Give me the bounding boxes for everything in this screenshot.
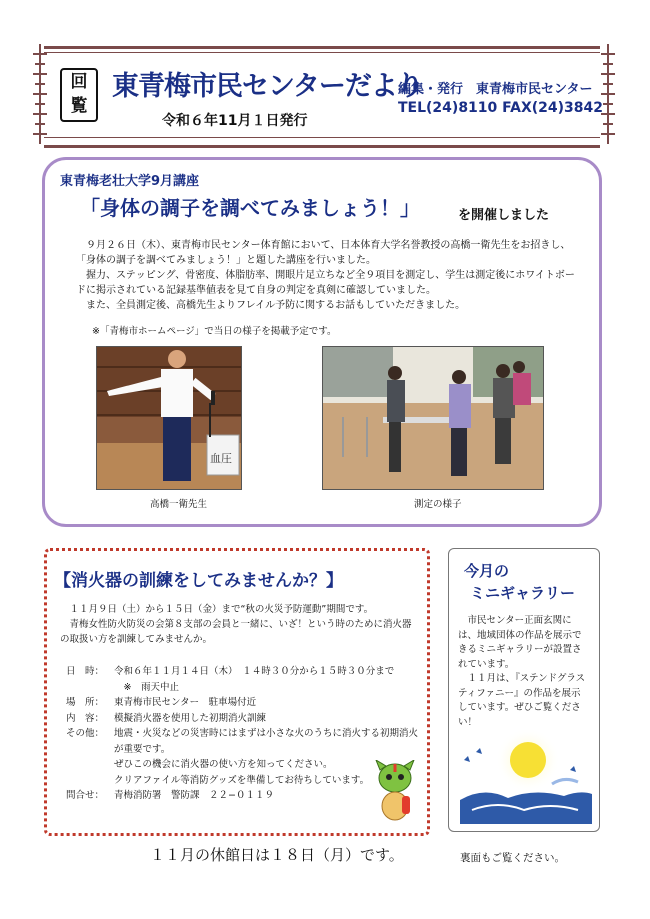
detail-value: 令和６年１１月１４日（木） １４時３０分から１５時３０分まで <box>114 666 395 677</box>
fire-drill-paragraph: 青梅女性防火防災の会第８支部の会員と一緒に、いざ！という時のために消火器の取扱い方を訓練してみませんか。 <box>60 619 412 645</box>
lecture-kicker: 東青梅老壮大学9月講座 <box>60 174 200 189</box>
lecture-paragraph: 握力、ステッピング、骨密度、体脂肪率、開眼片足立ちなど全９項目を測定し、学生は測定後にホワイトボードに掲示されている記録基準値表を見て自身の判定を真剣に確認していました。 <box>76 270 575 296</box>
lecturer-photo-caption: 高橋一衛先生 <box>150 499 208 510</box>
gallery-paragraph: １１月は、『ステンドグラスティファニー』の作品を展示しています。ぜひご覧ください！ <box>458 673 586 728</box>
back-page-note: 裏面もご覧ください。 <box>460 852 565 864</box>
circulation-mark <box>60 68 98 122</box>
closed-day-notice: １１月の休館日は１８日（月）です。 <box>150 846 404 864</box>
lecture-headline-suffix: を開催しました <box>458 208 550 223</box>
circulation-mark-bottom: 覧 <box>70 96 88 116</box>
measurement-photo-caption: 測定の様子 <box>414 499 462 510</box>
measurement-photo <box>322 346 544 490</box>
detail-value: クリアファイル等消防グッズを準備してお待ちしています。 <box>114 774 370 786</box>
detail-row-content <box>66 711 418 727</box>
fire-mascot-icon <box>372 760 418 824</box>
detail-value: 東青梅市民センター 駐車場付近 <box>114 697 257 708</box>
issue-date: 令和６年11月１日発行 <box>162 113 308 129</box>
detail-row-datetime <box>66 664 418 680</box>
detail-label: その他： <box>66 728 105 739</box>
detail-value: 模擬消火器を使用した初期消火訓練 <box>114 712 267 724</box>
detail-row-other-3 <box>66 773 418 789</box>
fire-drill-body <box>60 602 420 647</box>
right-ornament-icon <box>598 42 618 146</box>
left-ornament-icon <box>30 42 50 146</box>
detail-row-other <box>66 726 418 757</box>
detail-value: ぜひこの機会に消火器の使い方を知ってください。 <box>114 759 333 770</box>
circulation-mark-top: 回 <box>70 72 88 92</box>
detail-label <box>66 757 114 773</box>
detail-value: 地震・火災などの災害時にはまずは小さな火のうちに消火する初期消火が重要です。 <box>114 728 419 755</box>
lecture-body <box>76 238 576 313</box>
detail-label: 場 所： <box>66 697 105 708</box>
detail-label: 日 時： <box>66 666 105 677</box>
detail-label: 内 容： <box>66 712 105 724</box>
newsletter-title: 東青梅市民センターだより <box>112 71 423 102</box>
detail-value: ※ 雨天中止 <box>114 681 179 693</box>
lecture-note: ※「青梅市ホームページ」で当日の様子を掲載予定です。 <box>92 326 337 337</box>
detail-label <box>66 680 114 696</box>
contact-numbers: TEL(24)8110 FAX(24)3842 <box>398 100 603 116</box>
fire-drill-paragraph: １１月９日（土）から１５日（金）まで“秋の火災予防運動”期間です。 <box>60 604 374 615</box>
detail-value: 青梅消防署 警防課 ２２−０１１９ <box>114 790 274 801</box>
detail-row-place <box>66 695 418 711</box>
blood-pressure-sign: 血圧 <box>210 452 232 465</box>
fire-drill-details <box>66 664 418 804</box>
gallery-heading-line1: 今月の <box>464 562 510 580</box>
lecture-paragraph: また、全員測定後、高橋先生よりフレイル予防に関するお話もしていただきました。 <box>76 300 466 311</box>
gallery-paragraph: 市民センター正面玄関には、地域団体の作品を展示できるミニギャラリーが設置されています。 <box>458 615 582 670</box>
detail-label: 問合せ： <box>66 790 105 801</box>
stained-glass-moon-icon <box>454 730 594 824</box>
detail-row-contact <box>66 788 418 804</box>
lecturer-photo <box>96 346 242 490</box>
gallery-body <box>458 614 590 730</box>
fire-drill-headline: 【消火器の訓練をしてみませんか？】 <box>54 571 343 591</box>
lecture-headline: 「身体の調子を調べてみましょう！」 <box>80 196 420 220</box>
detail-row-other-2 <box>66 757 418 773</box>
gallery-heading-line2: ミニギャラリー <box>470 584 576 602</box>
detail-label <box>66 773 114 789</box>
detail-row-rain <box>66 680 418 696</box>
lecture-paragraph: ９月２６日（木）、東青梅市民センター体育館において、日本体育大学名誉教授の高橋一衛先生をお招きし、「身体の調子を調べてみましょう！」と題した講座を行いました。 <box>76 240 571 266</box>
publisher: 編集・発行 東青梅市民センター <box>398 82 593 97</box>
